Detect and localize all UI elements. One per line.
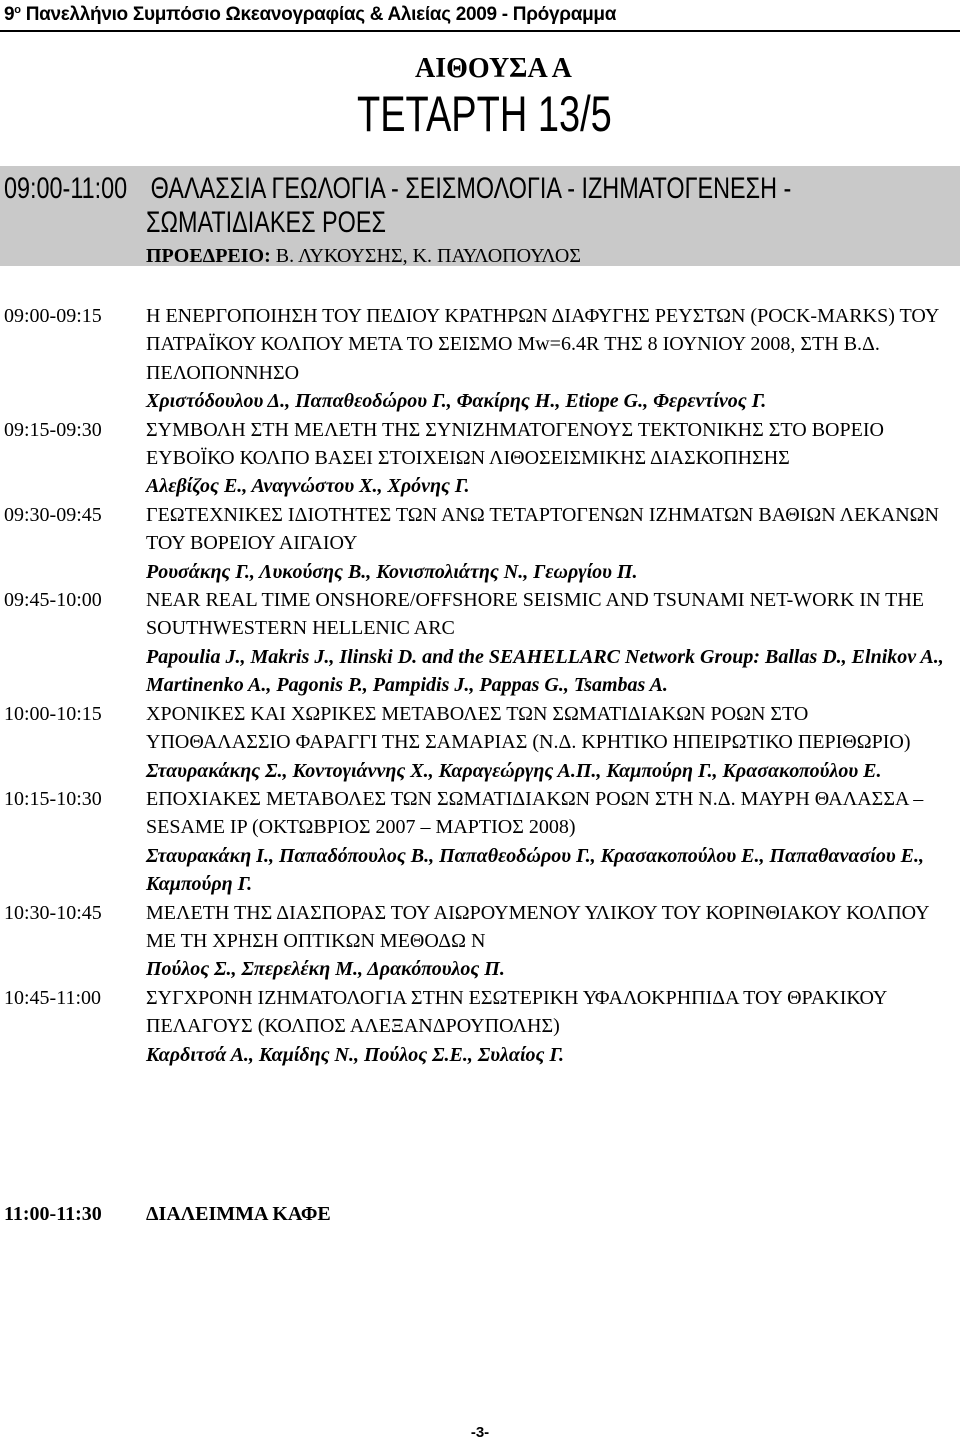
talk-title: ΕΠΟΧΙΑΚΕΣ ΜΕΤΑΒΟΛΕΣ ΤΩΝ ΣΩΜΑΤΙΔΙΑΚΩΝ ΡΟΩΝ ΣΤΗ Ν.Δ. ΜΑΥΡΗ ΘΑΛΑΣΣΑ –SESAME IP (ΟΚΤΩΒΡΙΟΣ 2007 – ΜΑΡΤΙΟΣ 2008)	[146, 787, 924, 839]
hall-title: ΑΙΘΟΥΣΑ Α	[415, 53, 572, 84]
talk-item	[0, 302, 960, 416]
talk-time: 09:00-09:15	[4, 305, 102, 327]
talk-time: 10:30-10:45	[4, 901, 102, 924]
talk-body	[146, 416, 956, 501]
talk-body	[146, 785, 956, 899]
talk-body	[146, 984, 956, 1069]
session-title-line-2: ΣΩΜΑΤΙΔΙΑΚΕΣ ΡΟΕΣ	[146, 206, 386, 239]
talk-item	[0, 899, 960, 984]
talk-body	[146, 501, 956, 586]
talk-title: Η ΕΝΕΡΓΟΠΟΙΗΣΗ ΤΟΥ ΠΕΔΙΟΥ ΚΡΑΤΗΡΩΝ ΔΙΑΦΥΓΗΣ ΡΕΥΣΤΩΝ (POCK-MARKS) ΤΟΥ ΠΑΤΡΑΪΚΟΥ ΚΟΛΠΟΥ ΜΕΤΑ ΤΟ ΣΕΙΣΜΟ Mw=6.4R ΤΗΣ 8 ΙΟΥΝΙΟΥ 2008, ΣΤΗ Β.Δ. ΠΕΛΟΠΟΝΝΗΣΟ	[146, 305, 939, 384]
running-header	[4, 2, 954, 30]
edition-number: 9	[4, 4, 15, 25]
talk-title: ΣΥΜΒΟΛΗ ΣΤΗ ΜΕΛΕΤΗ ΤΗΣ ΣΥΝΙΖΗΜΑΤΟΓΕΝΟΥΣ ΤΕΚΤΟΝΙΚΗΣ ΣΤΟ ΒΟΡΕΙΟ ΕΥΒΟΪΚΟ ΚΟΛΠΟ ΒΑΣΕΙ ΣΤΟΙΧΕΙΩΝ ΛΙΘΟΣΕΙΣΜΙΚΗΣ ΔΙΑΣΚΟΠΗΣΗΣ	[146, 418, 884, 470]
talk-title: ΓΕΩΤΕΧΝΙΚΕΣ ΙΔΙΟΤΗΤΕΣ ΤΩΝ ΑΝΩ ΤΕΤΑΡΤΟΓΕΝΩΝ ΙΖΗΜΑΤΩΝ ΒΑΘΙΩΝ ΛΕΚΑΝΩΝ ΤΟΥ ΒΟΡΕΙΟΥ ΑΙΓΑΙΟΥ	[146, 503, 939, 555]
talk-authors: Καρδιτσά Α., Καμίδης Ν., Πούλος Σ.Ε., Συλαίος Γ.	[146, 1043, 564, 1066]
break-label: ΔΙΑΛΕΙΜΜΑ ΚΑΦΕ	[146, 1203, 331, 1225]
talk-body	[146, 302, 956, 416]
talk-authors: Πούλος Σ., Σπερελέκη Μ., Δρακόπουλος Π.	[146, 958, 505, 981]
header-rule	[0, 30, 960, 32]
talk-time: 09:15-09:30	[4, 418, 102, 441]
talk-time: 10:00-10:15	[4, 702, 102, 725]
running-header-title: Πανελλήνιο Συμπόσιο Ωκεανογραφίας & Αλιείας 2009 - Πρόγραμμα	[25, 4, 617, 25]
talk-item	[0, 785, 960, 899]
session-time: 09:00-11:00	[4, 172, 128, 205]
edition-superscript: ο	[14, 4, 21, 16]
talk-authors: Σταυρακάκης Σ., Κοντογιάννης Χ., Καραγεώργης Α.Π., Καμπούρη Γ., Κρασακοπούλου Ε.	[146, 759, 882, 782]
talk-item	[0, 586, 960, 700]
talk-title: ΣΥΓΧΡΟΝΗ ΙΖΗΜΑΤΟΛΟΓΙΑ ΣΤΗΝ ΕΣΩΤΕΡΙΚΗ ΥΦΑΛΟΚΡΗΠΙΔΑ ΤΟΥ ΘΡΑΚΙΚΟΥ ΠΕΛΑΓΟΥΣ (ΚΟΛΠΟΣ ΑΛΕΞΑΝΔΡΟΥΠΟΛΗΣ)	[146, 986, 887, 1038]
talk-title: ΧΡΟΝΙΚΕΣ ΚΑΙ ΧΩΡΙΚΕΣ ΜΕΤΑΒΟΛΕΣ ΤΩΝ ΣΩΜΑΤΙΔΙΑΚΩΝ ΡΟΩΝ ΣΤΟ ΥΠΟΘΑΛΑΣΣΙΟ ΦΑΡΑΓΓΙ ΤΗΣ ΣΑΜΑΡΙΑΣ (Ν.Δ. ΚΡΗΤΙΚΟ ΗΠΕΙΡΩΤΙΚΟ ΠΕΡΙΘΩΡΙΟ)	[146, 702, 911, 754]
talk-time: 09:45-10:00	[4, 589, 102, 612]
talk-time: 10:15-10:30	[4, 787, 102, 810]
chairs-label: ΠΡΟΕΔΡΕΙΟ:	[146, 245, 271, 267]
day-title: ΤΕΤΑΡΤΗ 13/5	[357, 86, 612, 142]
talk-authors: Αλεβίζος Ε., Αναγνώστου Χ., Χρόνης Γ.	[146, 475, 470, 498]
talk-body	[146, 899, 956, 984]
talk-item	[0, 416, 960, 501]
talk-title: NEAR REAL TIME ONSHORE/OFFSHORE SEISMIC AND TSUNAMI NET-WORK IN THE SOUTHWESTERN HELLENIC ARC	[146, 589, 925, 640]
session-chairs	[146, 244, 581, 268]
talk-authors: Σταυρακάκη Ι., Παπαδόπουλος Β., Παπαθεοδώρου Γ., Κρασακοπούλου Ε., Παπαθανασίου Ε., Καμπούρη Γ.	[146, 844, 924, 896]
talk-time: 09:30-09:45	[4, 503, 102, 526]
break-time: 11:00-11:30	[4, 1203, 102, 1225]
chairs-names: Β. ΛΥΚΟΥΣΗΣ, Κ. ΠΑΥΛΟΠΟΥΛΟΣ	[270, 245, 581, 267]
talk-item	[0, 700, 960, 785]
talk-authors: Ρουσάκης Γ., Λυκούσης Β., Κονισπολιάτης Ν., Γεωργίου Π.	[146, 560, 638, 583]
page-number: -3-	[470, 1424, 490, 1441]
talk-time: 10:45-11:00	[4, 986, 102, 1009]
talk-body	[146, 586, 956, 700]
talk-list	[0, 302, 960, 1069]
talk-title: ΜΕΛΕΤΗ ΤΗΣ ΔΙΑΣΠΟΡΑΣ ΤΟΥ ΑΙΩΡΟΥΜΕΝΟΥ ΥΛΙΚΟΥ ΤΟΥ ΚΟΡΙΝΘΙΑΚΟΥ ΚΟΛΠΟΥ ΜΕ ΤΗ ΧΡΗΣΗ ΟΠΤΙΚΩΝ ΜΕΘΟΔΩ Ν	[146, 901, 929, 952]
talk-item	[0, 984, 960, 1069]
talk-body	[146, 700, 956, 785]
talk-item	[0, 501, 960, 586]
talk-authors: Papoulia J., Makris J., Ilinski D. and the SEAHELLARC Network Group: Ballas D., Elnikov A., Martinenko A., Pagonis P., Pampidis J., Pappas G., Tsambas A.	[146, 645, 944, 697]
session-title-line-1	[4, 172, 791, 206]
session-title-1: ΘΑΛΑΣΣΙΑ ΓΕΩΛΟΓΙΑ - ΣΕΙΣΜΟΛΟΓΙΑ - ΙΖΗΜΑΤΟΓΕΝΕΣΗ -	[150, 172, 792, 205]
talk-authors: Χριστόδουλου Δ., Παπαθεοδώρου Γ., Φακίρης Η., Etiope G., Φερεντίνος Γ.	[146, 390, 767, 413]
